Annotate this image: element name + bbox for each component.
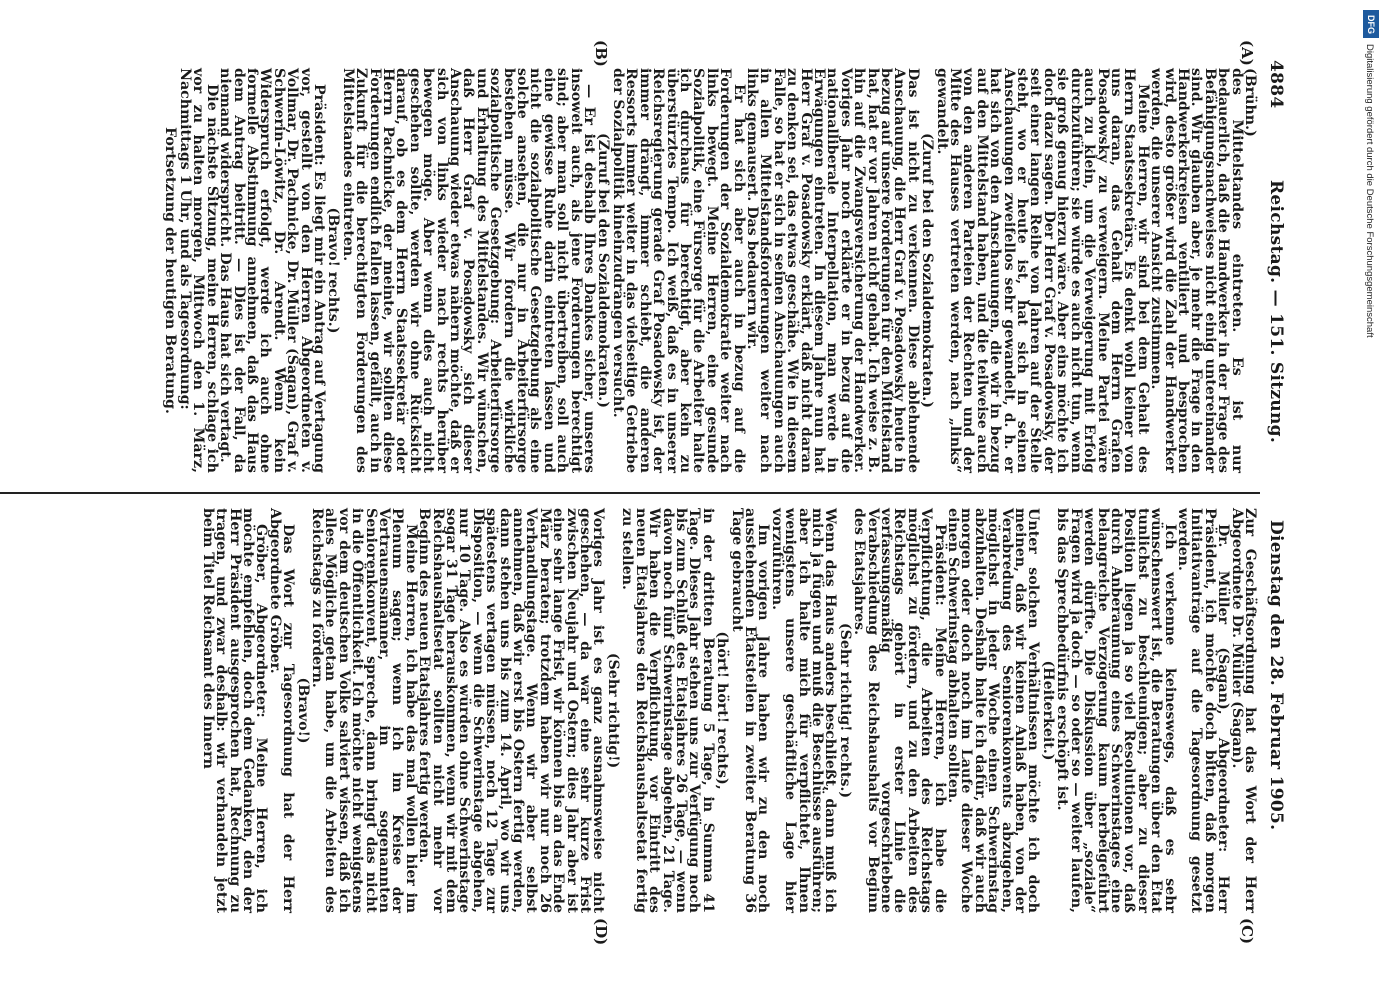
left-text-column [162, 68, 1256, 473]
paragraph: in der dritten Beratung 5 Tage, in Summa 41 Tage. Dieses Jahr stehen uns zur Verfügung noch bis zum Schluß des Etatsjahres 26 Tage, — wenn davon noch fünf Schwerinstage abgehen, 21 Tage. Wir haben die Verpflichtung, vor Eintritt des neuen Etatsjahres den Reichshaushaltsetat fertig zu stellen. [619, 508, 716, 913]
page-number: 4884 [1266, 60, 1286, 109]
paragraph: Wenn das Haus anders beschließt, dann muß ich mich ja fügen und muß die Beschlüsse ausführen; aber ich halte mich für verpflichtet, Ihnen wenigstens unsere geschäftliche Lage hier vorzuführen. [768, 508, 839, 913]
paragraph: Die nächste Sitzung, meine Herren, schlage ich vor zu halten morgen, Mittwoch den 1. März, Nachmittags 1 Uhr, und als Tagesordnung: [176, 68, 220, 473]
paragraph: Ich verkenne keineswegs, daß es sehr wünschenswert ist, die Beratungen über den Etat tunlichst zu beschleunigen; aber zu dieser Position liegen ja so viel Resolutionen vor, daß durch Anberaumung eines Schwerinstages eine belangreiche Verzögerung kaum herbeigeführt werden dürfte. Die Diskussion über „soziale“ Fragen wird ja doch — so oder so — weiter laufen, bis das Sprechbedürfnis erschöpft ist. [1054, 508, 1178, 913]
paragraph: Das ist nicht zu verkennen. Diese ablehnende Anschauung, die Herr Graf v. Posadowsky heute in bezug auf unsere Forderungen für den Mittelstand hat, hat er vor Jahren nicht gehabt. Ich weise z. B. hin auf die Zwangsversicherung der Handwerker. Voriges Jahr noch erklärte er in bezug auf die nationalliberale Interpellation, man werde in Erwägungen eintreten. In diesem Jahre nun hat Herr Graf v. Posadowsky erklärt, daß nicht daran zu denken sei, das etwas geschähe. Wie in diesem Falle, so hat er sich in seinen Anschauungen auch in allen Mittelstandsforderungen weiter nach links gemausert. Das bedauern wir. [743, 68, 921, 473]
paragraph: Das Wort zur Tagesordnung hat der Herr Abgeordnete Gröber. [266, 508, 297, 913]
interjection: (Bravo! rechts.) [325, 207, 342, 334]
paragraph: Voriges Jahr ist es ganz ausnahmsweise nicht geschehen, — da war eine sehr kurze Frist zwischen Neujahr und Ostern; dies Jahr aber ist eine sehr lange Frist, wir können bis an das Ende März beraten; trotzdem haben wir nur noch 26 Verhandlungstage. Wenn wir aber selbst annehmen, daß wir erst bis Ostern fertig werden, dann stehen uns bis zum 14. April, wo wir uns spätestens vertagen müssen, noch 12 Tage zur Disposition, — wenn die Schwerinstage abgehen, nur 10 Tage. Also es würden ohne Schwerinstage sogar 31 Tage herauskommen, wenn wir mit dem Reichshaushaltsetat sollten nicht mehr vor Beginn des neuen Etatsjahres fertig werden. [416, 508, 607, 913]
margin-tag-d: (D) [592, 918, 610, 946]
paragraph: Unter solchen Verhältnissen möchte ich doch meinen, daß wir keinen Anlaß haben, von der Verabredung des Seniorenkonvents abzugehen, möglichst in jeder Woche einen Schwerinstag abzuhalten. Deshalb halte ich dafür, daß wir auch morgen oder doch noch im Laufe dieser Woche einen Schwerinstag abhalten sollten. [945, 508, 1042, 913]
paragraph: Präsident: Meine Herren, ich habe die Verpflichtung, die Arbeiten des Reichstags möglichst zu fördern, und zu den Arbeiten des Reichstags gehört in erster Linie die verfassungsmäßig vorgeschriebene Verabschiedung des Reichshaushalts vor Beginn des Etatsjahres. [851, 508, 948, 913]
interjection: (Heiterkeit.) [1039, 660, 1056, 761]
paragraph: Dr. Müller (Sagan), Abgeordneter: Herr Präsident, ich möchte doch bitten, daß morgen Initiativanträge auf die Tagesordnung gesetzt werden. [1174, 508, 1232, 913]
interjection: (Sehr richtig!) [604, 652, 621, 769]
paragraph: — Er ist deshalb Ihres Dankes sicher, unseres insoweit auch, als jene Forderungen berechtigt sind; aber man soll nicht übertreiben, soll auch eine gewisse Ruhe darin eintreten lassen und nicht die sozialpolitische Gesetzgebung als eine solche ansehen, die nur in Arbeiterfürsorge bestehen müsse. Wir fordern die wirkliche sozialpolitische Gesetzgebung: Arbeiterfürsorge und Erhaltung des Mittelstandes. Wir wünschen, daß Herr Graf v. Posadowsky sich dieser Anschauung wieder etwas nähern möchte, daß er sich von links wieder nach rechts herüber bewegen möge. Aber wenn dies auch nicht geschehen sollte, werden wir ohne Rücksicht darauf, ob es dem Herrn Staatssekretär oder Herrn Pachnicke, der meinte, wir sollten diese Forderungen endlich fallen lassen, gefällt, auch in Zukunft für die berechtigten Forderungen des Mittelstandes eintreten. [339, 68, 598, 473]
interjection: (Zuruf bei den Sozialdemokraten.) [919, 133, 936, 408]
chamber-heading: Reichstag. — 151. Sitzung. [1266, 180, 1286, 444]
paragraph: (Brühn.) [1242, 68, 1258, 137]
dfg-logo: DFG [1363, 10, 1379, 38]
paragraph: Meine Herren, ich habe das mal wollen hier im Plenum sagen; wenn ich im Kreise der Vertrauensmänner, im sogenannten Seniorenkonvent, spreche, dann bringt das nicht in die Öffentlichkeit. Ich möchte nicht wenigstens vor dem deutschen Volke salviert wissen, daß ich alles Mögliche getan habe, um die Arbeiten des Reichstags zu fördern. [308, 508, 419, 913]
paragraph: des Mittelstandes eintreten. Es ist nur bedauerlich, daß die Handwerker in der Frage des Befähigungsnachweises nicht einig untereinander sind. Wir glauben aber, je mehr die Frage in den Handwerkerkreisen ventiliert und besprochen wird, desto größer wird die Zahl der Handwerker werden, die unserer Ansicht zustimmen. [1148, 68, 1245, 473]
right-text-column [200, 508, 1256, 913]
dfg-notice-text: Digitalisierung gefördert durch die Deutsche Forschungsgemeinschaft [1364, 44, 1375, 338]
paragraph: Im vorigen Jahre haben wir zu den noch ausstehenden Etatsteilen in zweiter Beratung 36 Tage gebraucht [728, 508, 772, 913]
margin-tag-c: (C) [1238, 918, 1256, 945]
column-divider [0, 492, 1260, 494]
interjection: Fortsetzung der heutigen Beratung. [162, 127, 179, 414]
paragraph: Zur Geschäftsordnung hat das Wort der Herr Abgeordnete Dr. Müller (Sagan). [1228, 508, 1258, 913]
interjection: (Bravo!) [294, 677, 311, 744]
paragraph: Meine Herren, wir sind bei dem Gehalt des Herrn Staatssekretärs. Es denkt wohl keiner von uns daran, das Gehalt dem Herrn Grafen Posadowsky zu verweigern. Meine Partei wäre auch zu klein, um die Verweigerung mit Erfolg durchzuführen; sie würde es auch nicht tun, wenn sie groß genug hierzu wäre. Aber eins möchte ich doch dazu sagen. Der Herr Graf v. Posadowsky, der seit einer langen Reihe von Jahren auf der Stelle steht, wo er heute ist, hat sich in seinen Anschauungen zweifellos sehr gewandelt, d. h. er hat sich von den Anschauungen, die wir in bezug auf den Mittelstand haben, und die teilweise auch von den anderen Parteien der Rechten und der Mitte des Hauses vertreten werden, nach „links“ gewandelt. [933, 68, 1151, 473]
date-heading: Dienstag den 28. Februar 1905. [1266, 520, 1286, 831]
paragraph: Gröber, Abgeordneter: Meine Herren, ich möchte empfehlen, doch dem Gedanken, den der Herr Präsident ausgesprochen hat, Rechnung zu tragen, und zwar deshalb: wir verhandeln jetzt beim Titel Reichsamt des Innern [199, 508, 270, 913]
interjection: (Zuruf bei den Sozialdemokraten.) [595, 133, 612, 408]
paragraph: Präsident: Es liegt mir ein Antrag auf Vertagung vor, gestellt von den Herren Abgeordneten v. Vollmar, Dr. Pachnicke, Dr. Müller (Sagan), Graf v. Schwerin-Löwitz, Dr. Arendt. Wenn kein Widerspruch erfolgt, werde ich auch ohne formelle Abstimmung annehmen, daß das Haus dem Antrag beitritt. — Dies ist der Fall, da niemand widerspricht. Das Haus hat sich vertagt. [217, 68, 327, 473]
margin-tag-b: (B) [592, 40, 610, 67]
paragraph: Er hat sich aber auch in bezug auf die Forderungen der Sozialdemokratie weiter nach links bewegt. Meine Herren, eine gesunde Sozialpolitik, eine Fürsorge für die Arbeiter halte ich durchaus für berechtigt, aber kein zu überstürztes Tempo. Ich weiß, daß es in unserer Reichsregierung gerade Graf Posadowsky ist, der immer drängt, immer schiebt, die anderen Ressorts immer weiter in das vielseitige Getriebe der Sozialpolitik hineinzudrängen versucht. [609, 68, 747, 473]
interjection: (Sehr richtig! rechts.) [836, 622, 853, 799]
interjection: (hört! hört! rechts), [714, 631, 731, 790]
digitization-notice [1362, 4, 1380, 994]
margin-tag-a: (A) [1238, 40, 1256, 66]
